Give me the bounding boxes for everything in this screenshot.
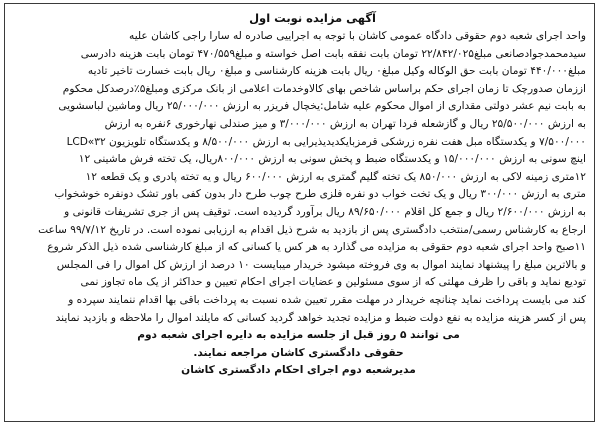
notice-line: به ارزش ۲۵/۵۰۰/۰۰۰ ریال و گازشعله فردا تهران به ارزش ۳/۰۰۰/۰۰۰ و میز صندلی نهارخوری ۶نفره به ارزش bbox=[104, 117, 586, 130]
notice-line: اینچ سونی به ارزش ۱۵/۰۰۰/۰۰۰ و یکدستگاه ضبط و پخش سونی به ارزش ۸۰۰/۰۰۰ریال، یک تخته فرش ماشینی ۱۲ bbox=[78, 153, 586, 166]
notice-line: ۷/۵۰۰/۰۰۰ و یکدستگاه مبل هفت نفره زرشکی قرمزبایکدیدیذیرایی به ارزش ۸/۵۰۰/۰۰۰ و یکدستگاه تلویزیون ۳۲»LCD bbox=[66, 135, 586, 148]
notice-line: کند می بایست پرداخت نماید چنانچه خریدار در مهلت مقرر تعیین شده نسبت به پرداخت باقی بها اقدام ننمایند سپرده و bbox=[68, 293, 586, 306]
notice-title: آگهی مزایده نوبت اول bbox=[249, 11, 376, 25]
notice-line: مبلغ۴۴۰/۰۰۰ تومان بابت حق الوکاله وکیل مبلغ۰ ریال بابت هزینه کارشناسی و مبلغ۰ ریال بابت خسارت تاخیر تادیه bbox=[87, 65, 586, 78]
notice-content bbox=[11, 8, 586, 380]
notice-line: واحد اجرای شعبه دوم حقوقی دادگاه عمومی کاشان با توجه به اجراییی صادره له سارا راجی کاشان علیه bbox=[129, 30, 586, 42]
notice-line: تودیع نماید و باقی را ظرف مهلتی که از سوی مسئولین و عضایات اجرای احکام تعیین و حداکثر از یک ماه تجاوز نمی bbox=[80, 276, 586, 289]
notice-line: پس از کسر هزینه مزایده به نفع دولت ضبط و مزایده تجدید خواهد گردید کسانی که مایلند اموال را ملاحظه و بازدید نمایند bbox=[55, 311, 586, 324]
notice-line: متری به ارزش ۳۰۰/۰۰۰ ریال و یک تخت خواب دو نفره فلزی طرح چوب طرح دار بدون کفی باور تشک دونفره خوشخواب bbox=[54, 188, 586, 201]
notice-line: می توانند ۵ روز قبل از جلسه مزایده به دایره اجرای شعبه دوم bbox=[137, 329, 460, 342]
notice-line: سیدمحمدجوادصانعی مبلغ۲۲/۸۴۲/۰۲۵ تومان بابت نفقه بابت اصل خواسته و مبلغ۴۷۰/۵۵۹ تومان بابت هزینه دادرسی bbox=[80, 47, 586, 60]
notice-line: ۱۱صبح واحد اجرای شعبه دوم حقوقی به مزایده می گذارد به هر کس یا کسانی که از مبلغ کارشناسی شده ذیل الذکر شروع bbox=[47, 241, 586, 254]
notice-frame bbox=[4, 3, 595, 422]
notice-line: و بالاترین مبلغ را پیشنهاد نمایند اموال به وی فروخته میشود خریدار میبایست ۱۰ درصد از ارزش کل اموال را فی المجلس bbox=[56, 258, 586, 271]
notice-line: ارجاع به کارشناس رسمی/منتخب دادگستری پس از بازدید به شرح ذیل اقدام به ارزیابی نموده است. در تاریخ ۹۹/۷/۱۲ ساعت bbox=[38, 223, 586, 236]
notice-footer-line: حقوقی دادگستری کاشان مراجعه نمایند. bbox=[193, 346, 404, 359]
notice-line: ۱۲متری زمینه لاکی به ارزش ۸۵۰/۰۰۰ یک تخته گلیم گمتری به ارزش ۶۰۰/۰۰۰ ریال و یه تخته پادری و یک قطعه ۱۲ bbox=[85, 170, 586, 183]
notice-line: به بابت نیم عشر دولتی مقداری از اموال محکوم علیه شامل:یخچال فریزر به ارزش ۲۵/۰۰۰/۰۰۰ ریال وماشین لباسشویی bbox=[58, 100, 586, 113]
notice-line: اززمان صدورچک تا زمان اجرای حکم براساس شاخص بهای کالاوخدمات اعلامی از بانک مرکزی ومبلغ۵٪درصدکل محکوم bbox=[62, 82, 586, 95]
notice-line: به ارزش ۲/۶۰۰/۰۰۰ ریال و جمع کل اقلام ۸۹/۶۵۰/۰۰۰ ریال برآورد گردیده است. توقیف پس از جری تشریفات قانونی و bbox=[64, 205, 586, 218]
notice-signature: مدیرشعبه دوم اجرای احکام دادگستری کاشان bbox=[181, 364, 416, 377]
